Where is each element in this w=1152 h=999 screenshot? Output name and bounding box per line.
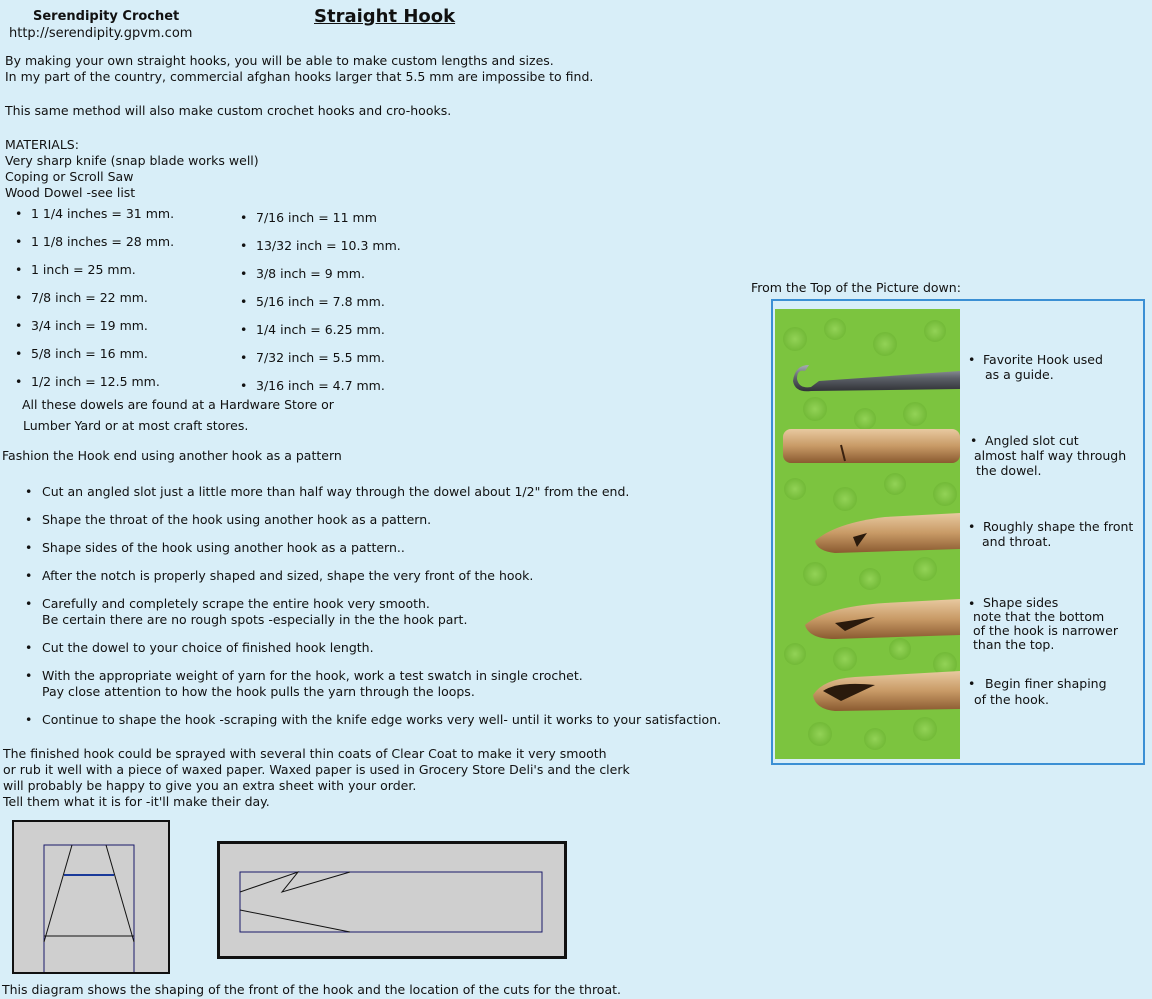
step-text: Cut an angled slot just a little more than half way through the dowel about 1/2" from the end. [42, 484, 630, 499]
step-item [42, 712, 721, 728]
dowel-size: • 7/32 inch = 5.5 mm. [256, 350, 385, 365]
photo-heading: From the Top of the Picture down: [751, 280, 961, 295]
hook-front-diagram [12, 820, 170, 974]
hook-photo [775, 309, 960, 759]
step-text: Be certain there are no rough spots -especially in the the hook part. [42, 612, 468, 627]
caption-4 [973, 596, 1118, 652]
caption-text: the dowel. [976, 463, 1042, 478]
step-text: Shape sides of the hook using another hook as a pattern.. [42, 540, 405, 555]
dowel-size: • 7/8 inch = 22 mm. [31, 290, 148, 305]
site-name: Serendipity Crochet [33, 9, 180, 24]
dowel-note-2: Lumber Yard or at most craft stores. [23, 418, 249, 433]
finish-line-2: or rub it well with a piece of waxed paper. Waxed paper is used in Grocery Store Deli's and the clerk [3, 762, 630, 777]
dowel-size: • 1/2 inch = 12.5 mm. [31, 374, 160, 389]
diagram-caption: This diagram shows the shaping of the front of the hook and the location of the cuts for the throat. [2, 982, 621, 997]
dowel-size: • 13/32 inch = 10.3 mm. [256, 238, 401, 253]
caption-1 [983, 352, 1103, 382]
step-text: Cut the dowel to your choice of finished hook length. [42, 640, 374, 655]
caption-text: Favorite Hook used [983, 352, 1103, 367]
caption-text: of the hook is narrower [973, 623, 1118, 638]
caption-2 [974, 433, 1126, 478]
caption-text: Roughly shape the front [983, 519, 1134, 534]
step-text: Shape the throat of the hook using another hook as a pattern. [42, 512, 432, 527]
step-item [42, 596, 467, 628]
bullet-icon: • [970, 433, 978, 448]
site-url[interactable]: http://serendipity.gpvm.com [9, 26, 193, 41]
dowel-size: • 1 1/8 inches = 28 mm. [31, 234, 174, 249]
bullet-icon: • [968, 676, 976, 691]
caption-text: Begin finer shaping [985, 676, 1107, 691]
finish-line-3: will probably be happy to give you an extra sheet with your order. [3, 778, 417, 793]
intro-line-3: This same method will also make custom crochet hooks and cro-hooks. [5, 103, 452, 118]
caption-text: than the top. [973, 637, 1055, 652]
step-text: After the notch is properly shaped and sized, shape the very front of the hook. [42, 568, 534, 583]
dowel-size: • 1/4 inch = 6.25 mm. [256, 322, 385, 337]
dowel-size: • 7/16 inch = 11 mm [256, 210, 377, 225]
dowel-note-1: All these dowels are found at a Hardware Store or [22, 397, 334, 412]
caption-text: as a guide. [985, 367, 1054, 382]
step-text: With the appropriate weight of yarn for the hook, work a test swatch in single crochet. [42, 668, 583, 683]
caption-text: Shape sides [983, 595, 1059, 610]
step-item [42, 668, 583, 700]
finish-line-1: The finished hook could be sprayed with several thin coats of Clear Coat to make it very smooth [3, 746, 607, 761]
caption-text: almost half way through [974, 448, 1127, 463]
photo-frame [771, 299, 1145, 765]
throat-cut-diagram [217, 841, 567, 959]
step-item [42, 640, 374, 656]
finish-line-4: Tell them what it is for -it'll make their day. [3, 794, 270, 809]
caption-text: note that the bottom [973, 609, 1105, 624]
bullet-icon: • [968, 596, 976, 611]
throat-cut-drawing [220, 844, 564, 956]
dowel-size: • 5/16 inch = 7.8 mm. [256, 294, 385, 309]
page-title: Straight Hook [314, 6, 456, 27]
dowel-size: • 1 inch = 25 mm. [31, 262, 136, 277]
step-item [42, 540, 405, 556]
step-text: Pay close attention to how the hook pulls the yarn through the loops. [42, 684, 475, 699]
material-item: Wood Dowel -see list [5, 185, 136, 200]
dowel-size: • 5/8 inch = 16 mm. [31, 346, 148, 361]
hooks-illustration [775, 309, 960, 759]
caption-3 [983, 519, 1133, 549]
dowel-size: • 1 1/4 inches = 31 mm. [31, 206, 174, 221]
step-item [42, 484, 629, 500]
caption-text: Angled slot cut [985, 433, 1079, 448]
caption-text: and throat. [982, 534, 1052, 549]
intro-line-2: In my part of the country, commercial afghan hooks larger that 5.5 mm are impossibe to find. [5, 69, 594, 84]
material-item: Very sharp knife (snap blade works well) [5, 153, 259, 168]
step-item [42, 512, 431, 528]
bullet-icon: • [968, 519, 976, 534]
caption-text: of the hook. [974, 692, 1049, 707]
material-item: Coping or Scroll Saw [5, 169, 134, 184]
step-item [42, 568, 533, 584]
materials-heading: MATERIALS: [5, 137, 79, 152]
dowel-size: • 3/16 inch = 4.7 mm. [256, 378, 385, 393]
fashion-heading: Fashion the Hook end using another hook as a pattern [2, 448, 342, 463]
dowel-size: • 3/8 inch = 9 mm. [256, 266, 365, 281]
step-text: Continue to shape the hook -scraping with the knife edge works very well- until it works to your satisfaction. [42, 712, 722, 727]
dowel-size: • 3/4 inch = 19 mm. [31, 318, 148, 333]
step-text: Carefully and completely scrape the entire hook very smooth. [42, 596, 430, 611]
caption-5 [974, 676, 1107, 708]
hook-front-drawing [14, 822, 168, 972]
intro-line-1: By making your own straight hooks, you will be able to make custom lengths and sizes. [5, 53, 554, 68]
bullet-icon: • [968, 352, 976, 367]
